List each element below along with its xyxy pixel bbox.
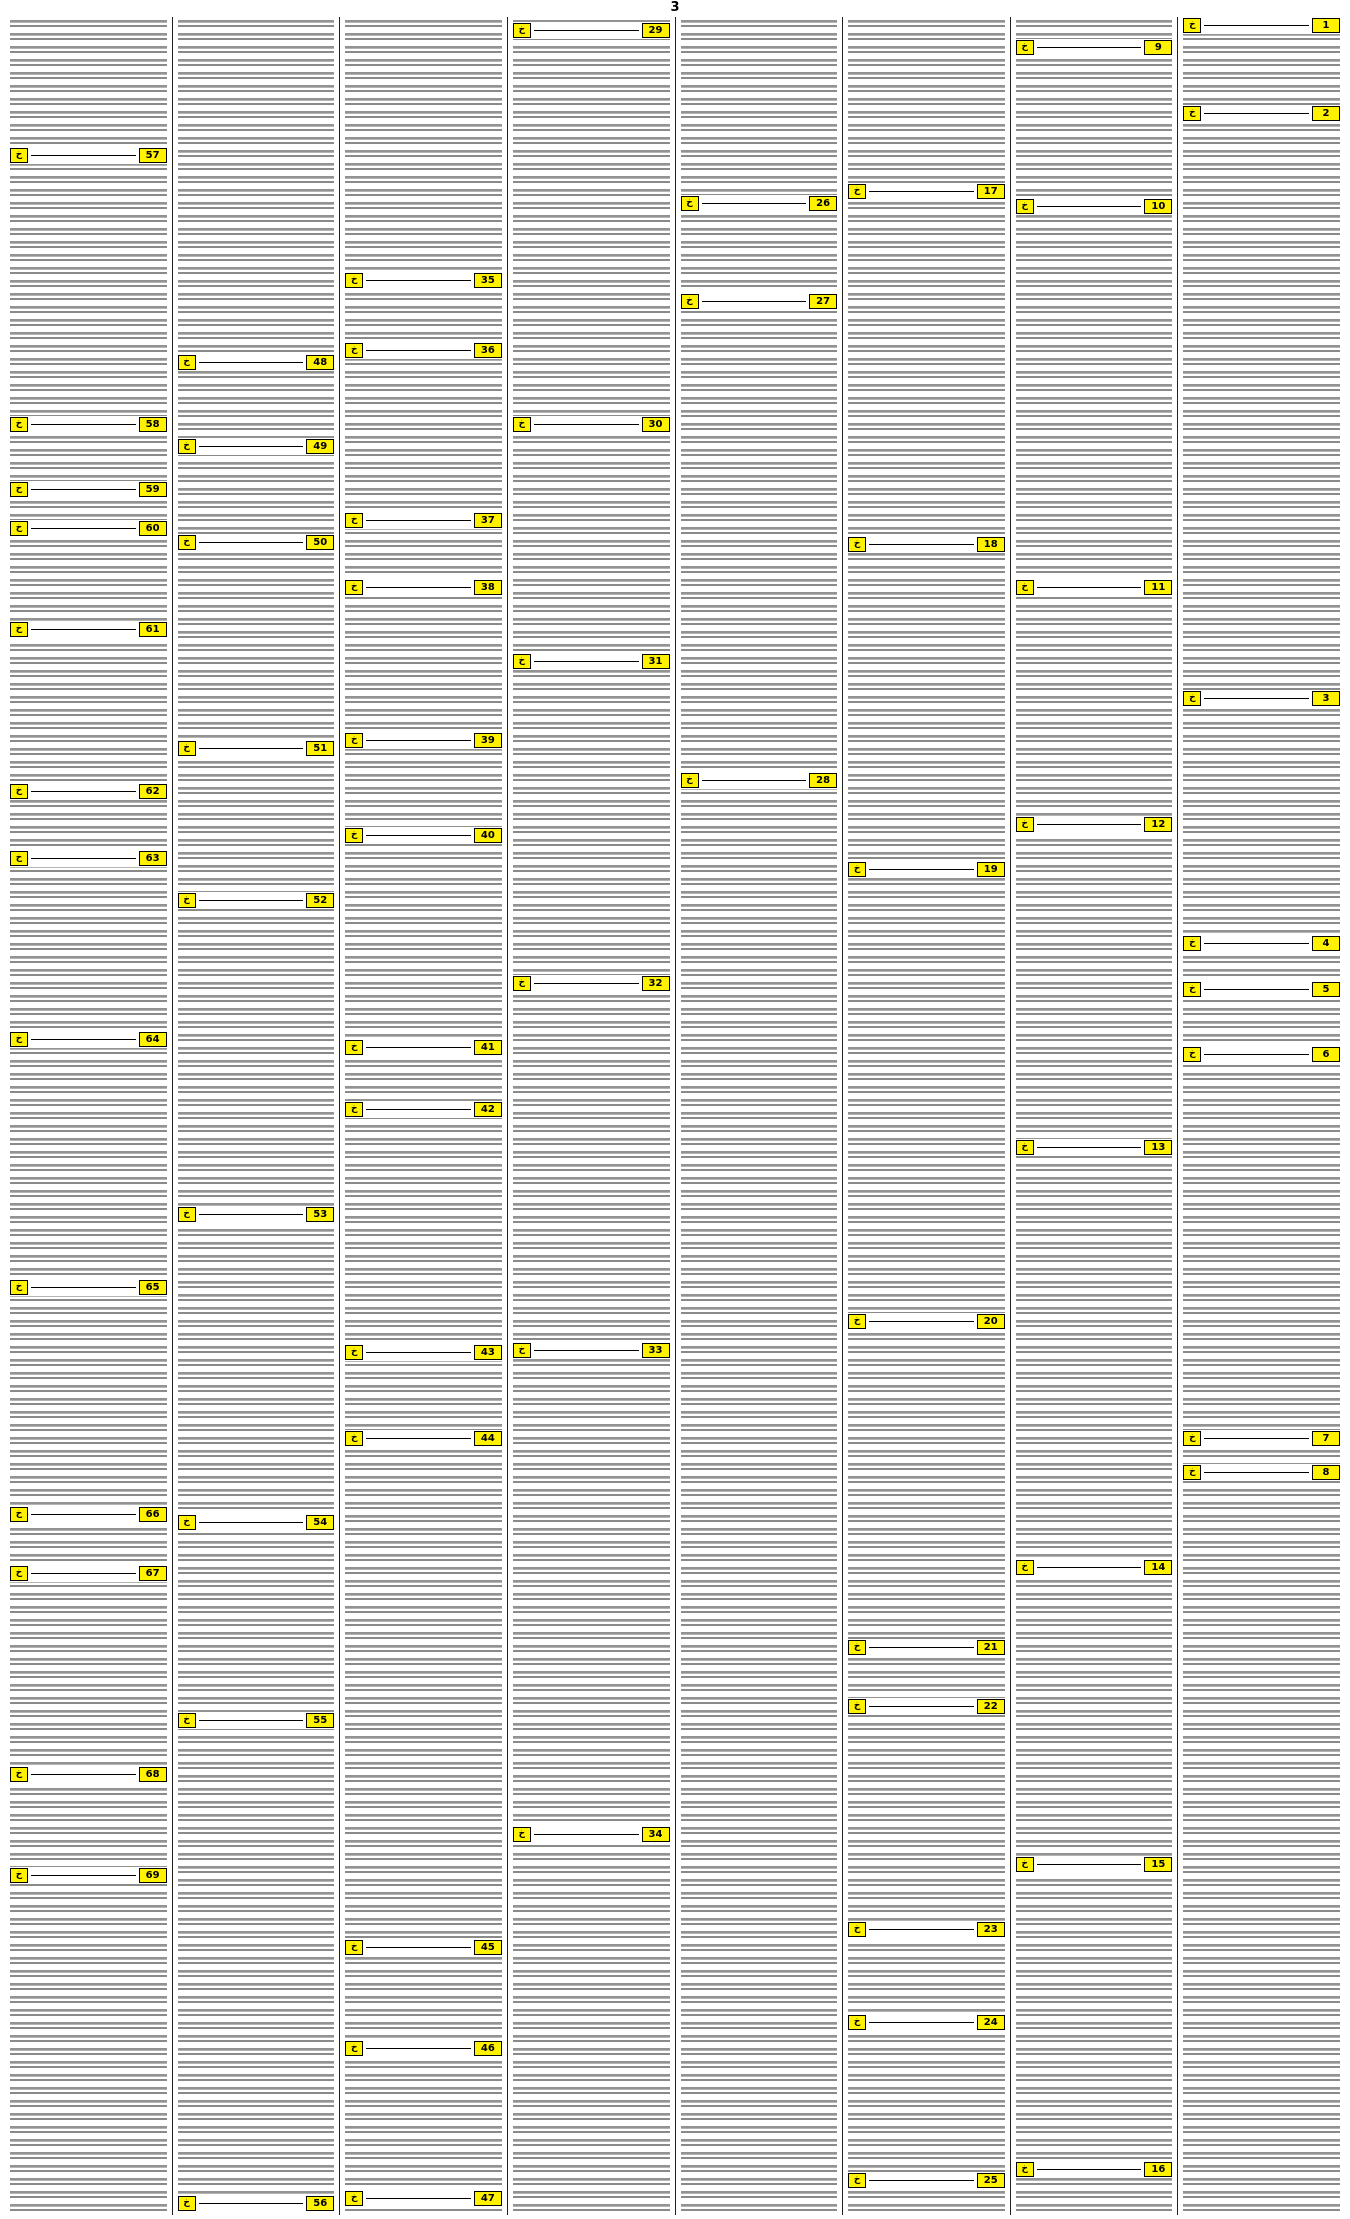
- item-number: 44: [474, 1431, 502, 1446]
- header-rule: [1204, 698, 1309, 699]
- item-header: [10, 416, 167, 433]
- item-number: 11: [1144, 580, 1172, 595]
- header-rule: [199, 1214, 304, 1215]
- item-header: [178, 2195, 335, 2212]
- item-tag: خ: [10, 851, 28, 866]
- header-rule: [1204, 989, 1309, 990]
- item-header: [1016, 579, 1173, 596]
- item-tag: خ: [1183, 1465, 1201, 1480]
- column-5: [508, 17, 676, 2215]
- item-header: [1183, 1430, 1340, 1447]
- item-tag: خ: [178, 535, 196, 550]
- item-tag: خ: [848, 1640, 866, 1655]
- item-tag: خ: [513, 1343, 531, 1358]
- item-number: 31: [642, 654, 670, 669]
- item-header: [1016, 1139, 1173, 1156]
- item-header: [513, 416, 670, 433]
- item-number: 59: [139, 482, 167, 497]
- item-number: 46: [474, 2041, 502, 2056]
- item-number: 62: [139, 784, 167, 799]
- header-rule: [534, 1834, 639, 1835]
- item-tag: خ: [681, 294, 699, 309]
- item-tag: خ: [10, 1566, 28, 1581]
- item-header: [513, 1826, 670, 1843]
- item-tag: خ: [345, 1940, 363, 1955]
- item-tag: خ: [848, 1922, 866, 1937]
- item-header: [10, 621, 167, 638]
- header-rule: [1204, 943, 1309, 944]
- item-tag: خ: [345, 1345, 363, 1360]
- item-number: 9: [1144, 40, 1172, 55]
- item-header: [1016, 198, 1173, 215]
- item-number: 43: [474, 1345, 502, 1360]
- item-tag: خ: [345, 513, 363, 528]
- header-rule: [869, 1321, 974, 1322]
- header-rule: [31, 1287, 136, 1288]
- item-tag: خ: [1016, 40, 1034, 55]
- item-number: 69: [139, 1868, 167, 1883]
- column-text: [681, 17, 838, 2215]
- item-tag: خ: [178, 2196, 196, 2211]
- item-header: [345, 1939, 502, 1956]
- header-rule: [199, 1522, 304, 1523]
- item-number: 3: [1312, 691, 1340, 706]
- item-tag: خ: [1183, 982, 1201, 997]
- header-rule: [31, 1875, 136, 1876]
- item-number: 19: [977, 862, 1005, 877]
- item-number: 55: [306, 1713, 334, 1728]
- item-tag: خ: [10, 1280, 28, 1295]
- header-rule: [31, 489, 136, 490]
- item-header: [1016, 39, 1173, 56]
- column-text: [10, 17, 167, 2215]
- column-1: [1178, 17, 1345, 2215]
- item-tag: خ: [10, 1767, 28, 1782]
- header-rule: [366, 1352, 471, 1353]
- item-tag: خ: [1016, 1857, 1034, 1872]
- header-rule: [199, 2203, 304, 2204]
- item-number: 63: [139, 851, 167, 866]
- header-rule: [31, 424, 136, 425]
- item-number: 4: [1312, 936, 1340, 951]
- item-header: [10, 1867, 167, 1884]
- item-header: [513, 1342, 670, 1359]
- item-number: 61: [139, 622, 167, 637]
- header-rule: [31, 1039, 136, 1040]
- item-tag: خ: [848, 862, 866, 877]
- header-rule: [534, 661, 639, 662]
- header-rule: [869, 1706, 974, 1707]
- header-rule: [31, 858, 136, 859]
- column-7: [173, 17, 341, 2215]
- item-tag: خ: [1183, 691, 1201, 706]
- item-tag: خ: [1016, 817, 1034, 832]
- item-tag: خ: [10, 521, 28, 536]
- column-text: [1183, 17, 1340, 2215]
- header-rule: [869, 544, 974, 545]
- item-header: [1183, 17, 1340, 34]
- item-header: [848, 1639, 1005, 1656]
- header-rule: [31, 629, 136, 630]
- header-rule: [1037, 1864, 1142, 1865]
- header-rule: [366, 1438, 471, 1439]
- item-header: [1183, 935, 1340, 952]
- item-tag: خ: [1016, 1140, 1034, 1155]
- item-number: 22: [977, 1699, 1005, 1714]
- item-header: [178, 534, 335, 551]
- item-header: [848, 2014, 1005, 2031]
- item-header: [513, 22, 670, 39]
- item-header: [10, 1506, 167, 1523]
- item-tag: خ: [178, 741, 196, 756]
- item-tag: خ: [1016, 199, 1034, 214]
- header-rule: [366, 350, 471, 351]
- item-header: [345, 1430, 502, 1447]
- header-rule: [31, 1774, 136, 1775]
- column-4: [676, 17, 844, 2215]
- header-rule: [31, 528, 136, 529]
- item-number: 40: [474, 828, 502, 843]
- item-tag: خ: [345, 733, 363, 748]
- item-number: 6: [1312, 1047, 1340, 1062]
- item-tag: خ: [1016, 1560, 1034, 1575]
- column-text: [513, 17, 670, 2215]
- header-rule: [366, 587, 471, 588]
- item-header: [848, 2172, 1005, 2189]
- header-rule: [31, 155, 136, 156]
- column-8: [5, 17, 173, 2215]
- column-text: [178, 17, 335, 2215]
- item-tag: خ: [1183, 106, 1201, 121]
- item-header: [848, 861, 1005, 878]
- item-header: [178, 1514, 335, 1531]
- item-header: [345, 1039, 502, 1056]
- header-rule: [366, 280, 471, 281]
- header-rule: [1037, 206, 1142, 207]
- item-number: 21: [977, 1640, 1005, 1655]
- item-header: [848, 1698, 1005, 1715]
- item-tag: خ: [513, 654, 531, 669]
- item-tag: خ: [345, 2191, 363, 2206]
- item-number: 13: [1144, 1140, 1172, 1155]
- item-header: [345, 2040, 502, 2057]
- item-tag: خ: [10, 784, 28, 799]
- item-number: 50: [306, 535, 334, 550]
- item-number: 30: [642, 417, 670, 432]
- item-tag: خ: [178, 355, 196, 370]
- header-rule: [869, 1647, 974, 1648]
- column-6: [340, 17, 508, 2215]
- item-tag: خ: [345, 2041, 363, 2056]
- item-tag: خ: [1183, 1431, 1201, 1446]
- item-number: 29: [642, 23, 670, 38]
- header-rule: [869, 191, 974, 192]
- item-tag: خ: [513, 23, 531, 38]
- header-rule: [199, 542, 304, 543]
- item-header: [345, 579, 502, 596]
- item-tag: خ: [848, 2015, 866, 2030]
- item-tag: خ: [10, 622, 28, 637]
- item-header: [10, 1565, 167, 1582]
- header-rule: [1037, 2169, 1142, 2170]
- item-number: 58: [139, 417, 167, 432]
- item-number: 2: [1312, 106, 1340, 121]
- header-rule: [1204, 1054, 1309, 1055]
- header-rule: [31, 791, 136, 792]
- item-number: 8: [1312, 1465, 1340, 1480]
- item-number: 41: [474, 1040, 502, 1055]
- item-number: 12: [1144, 817, 1172, 832]
- header-rule: [869, 2180, 974, 2181]
- item-number: 68: [139, 1767, 167, 1782]
- header-rule: [31, 1573, 136, 1574]
- item-number: 14: [1144, 1560, 1172, 1575]
- header-rule: [199, 362, 304, 363]
- item-header: [1016, 816, 1173, 833]
- item-number: 10: [1144, 199, 1172, 214]
- item-tag: خ: [345, 343, 363, 358]
- item-number: 54: [306, 1515, 334, 1530]
- item-tag: خ: [345, 1102, 363, 1117]
- item-tag: خ: [178, 1207, 196, 1222]
- header-rule: [1037, 1147, 1142, 1148]
- item-tag: خ: [10, 1868, 28, 1883]
- item-header: [178, 438, 335, 455]
- item-tag: خ: [513, 1827, 531, 1842]
- item-number: 52: [306, 893, 334, 908]
- item-header: [681, 195, 838, 212]
- item-header: [10, 147, 167, 164]
- header-rule: [366, 1947, 471, 1948]
- item-header: [1016, 1559, 1173, 1576]
- header-rule: [199, 1720, 304, 1721]
- item-header: [10, 1279, 167, 1296]
- item-tag: خ: [848, 537, 866, 552]
- item-tag: خ: [345, 828, 363, 843]
- header-rule: [1037, 1567, 1142, 1568]
- item-number: 34: [642, 1827, 670, 1842]
- item-tag: خ: [178, 439, 196, 454]
- item-number: 33: [642, 1343, 670, 1358]
- item-header: [10, 850, 167, 867]
- item-tag: خ: [10, 1507, 28, 1522]
- item-header: [345, 732, 502, 749]
- item-header: [178, 892, 335, 909]
- item-number: 15: [1144, 1857, 1172, 1872]
- header-rule: [366, 1109, 471, 1110]
- column-2: [1011, 17, 1179, 2215]
- item-tag: خ: [848, 2173, 866, 2188]
- item-header: [345, 2190, 502, 2207]
- item-number: 18: [977, 537, 1005, 552]
- item-number: 65: [139, 1280, 167, 1295]
- item-tag: خ: [848, 1699, 866, 1714]
- item-number: 67: [139, 1566, 167, 1581]
- item-header: [345, 272, 502, 289]
- header-rule: [1037, 587, 1142, 588]
- item-number: 35: [474, 273, 502, 288]
- item-number: 20: [977, 1314, 1005, 1329]
- item-tag: خ: [848, 184, 866, 199]
- header-rule: [366, 1047, 471, 1048]
- item-header: [848, 1921, 1005, 1938]
- item-header: [1183, 1464, 1340, 1481]
- item-number: 17: [977, 184, 1005, 199]
- item-tag: خ: [178, 1713, 196, 1728]
- header-rule: [366, 2048, 471, 2049]
- item-header: [178, 354, 335, 371]
- header-rule: [702, 203, 807, 204]
- item-number: 66: [139, 1507, 167, 1522]
- item-number: 5: [1312, 982, 1340, 997]
- header-rule: [869, 1929, 974, 1930]
- item-number: 28: [809, 773, 837, 788]
- item-tag: خ: [848, 1314, 866, 1329]
- item-tag: خ: [10, 417, 28, 432]
- header-rule: [869, 2022, 974, 2023]
- item-tag: خ: [178, 1515, 196, 1530]
- item-tag: خ: [1183, 1047, 1201, 1062]
- item-header: [1016, 1856, 1173, 1873]
- item-header: [10, 1766, 167, 1783]
- item-header: [1183, 1046, 1340, 1063]
- item-number: 24: [977, 2015, 1005, 2030]
- item-number: 32: [642, 976, 670, 991]
- item-number: 64: [139, 1032, 167, 1047]
- item-number: 1: [1312, 18, 1340, 33]
- header-rule: [31, 1514, 136, 1515]
- item-header: [345, 1344, 502, 1361]
- item-number: 7: [1312, 1431, 1340, 1446]
- item-header: [345, 827, 502, 844]
- item-header: [513, 975, 670, 992]
- item-number: 38: [474, 580, 502, 595]
- item-number: 36: [474, 343, 502, 358]
- header-rule: [702, 780, 807, 781]
- column-text: [1016, 17, 1173, 2215]
- item-tag: خ: [345, 273, 363, 288]
- page-number: 3: [670, 0, 680, 15]
- item-tag: خ: [513, 976, 531, 991]
- item-header: [848, 183, 1005, 200]
- item-header: [10, 481, 167, 498]
- header-rule: [199, 748, 304, 749]
- item-header: [10, 520, 167, 537]
- item-number: 57: [139, 148, 167, 163]
- header-rule: [199, 900, 304, 901]
- item-number: 26: [809, 196, 837, 211]
- item-header: [178, 1712, 335, 1729]
- item-header: [345, 1101, 502, 1118]
- header-rule: [366, 2198, 471, 2199]
- item-number: 25: [977, 2173, 1005, 2188]
- item-header: [178, 1206, 335, 1223]
- item-header: [1183, 690, 1340, 707]
- item-number: 60: [139, 521, 167, 536]
- item-header: [178, 740, 335, 757]
- header-rule: [534, 30, 639, 31]
- header-rule: [1204, 1438, 1309, 1439]
- item-header: [345, 512, 502, 529]
- item-tag: خ: [10, 482, 28, 497]
- header-rule: [1037, 47, 1142, 48]
- item-number: 51: [306, 741, 334, 756]
- item-header: [681, 293, 838, 310]
- item-header: [10, 1031, 167, 1048]
- item-number: 27: [809, 294, 837, 309]
- item-tag: خ: [1183, 18, 1201, 33]
- item-number: 39: [474, 733, 502, 748]
- item-tag: خ: [681, 773, 699, 788]
- item-header: [848, 536, 1005, 553]
- item-header: [10, 783, 167, 800]
- item-number: 48: [306, 355, 334, 370]
- item-header: [1016, 2161, 1173, 2178]
- item-number: 45: [474, 1940, 502, 1955]
- item-header: [681, 772, 838, 789]
- header-rule: [366, 835, 471, 836]
- item-number: 53: [306, 1207, 334, 1222]
- header-rule: [702, 301, 807, 302]
- item-tag: خ: [513, 417, 531, 432]
- column-3: [843, 17, 1011, 2215]
- header-rule: [366, 740, 471, 741]
- header-rule: [534, 424, 639, 425]
- item-header: [848, 1313, 1005, 1330]
- header-rule: [534, 983, 639, 984]
- item-number: 37: [474, 513, 502, 528]
- item-tag: خ: [1016, 2162, 1034, 2177]
- column-text: [848, 17, 1005, 2215]
- item-tag: خ: [1183, 936, 1201, 951]
- header-rule: [869, 869, 974, 870]
- header-rule: [534, 1350, 639, 1351]
- header-rule: [199, 446, 304, 447]
- item-number: 49: [306, 439, 334, 454]
- header-rule: [1037, 824, 1142, 825]
- item-number: 16: [1144, 2162, 1172, 2177]
- item-header: [513, 653, 670, 670]
- header-rule: [1204, 25, 1309, 26]
- item-header: [345, 342, 502, 359]
- header-rule: [366, 520, 471, 521]
- item-tag: خ: [10, 1032, 28, 1047]
- item-header: [1183, 105, 1340, 122]
- item-tag: خ: [10, 148, 28, 163]
- item-tag: خ: [345, 1040, 363, 1055]
- item-tag: خ: [345, 1431, 363, 1446]
- item-number: 56: [306, 2196, 334, 2211]
- header-rule: [1204, 113, 1309, 114]
- item-header: [1183, 981, 1340, 998]
- newspaper-columns: [5, 17, 1345, 2215]
- item-number: 47: [474, 2191, 502, 2206]
- item-tag: خ: [345, 580, 363, 595]
- item-tag: خ: [178, 893, 196, 908]
- item-tag: خ: [1016, 580, 1034, 595]
- item-number: 42: [474, 1102, 502, 1117]
- item-number: 23: [977, 1922, 1005, 1937]
- header-rule: [1204, 1472, 1309, 1473]
- item-tag: خ: [681, 196, 699, 211]
